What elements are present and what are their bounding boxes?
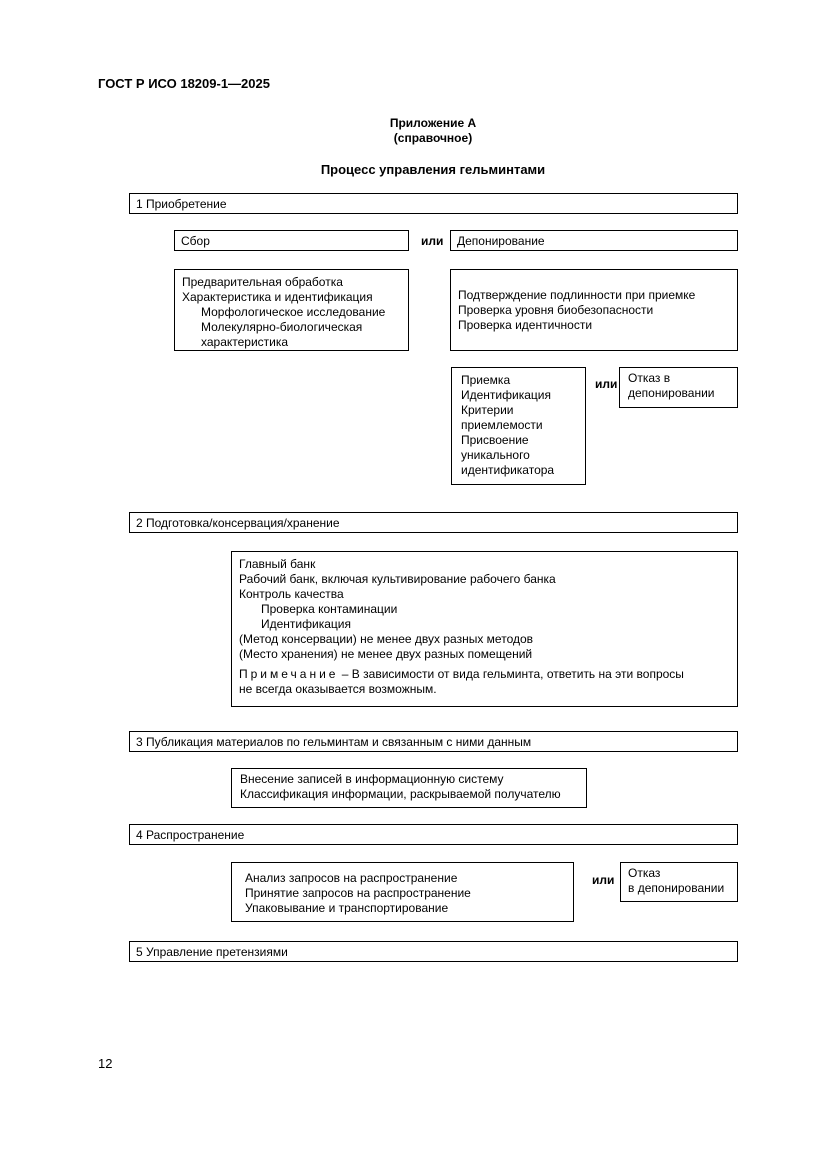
text-line: Рабочий банк, включая культивирование рабочего банка (239, 572, 556, 586)
section-2-header (129, 512, 738, 533)
text-line: Анализ запросов на распространение (245, 871, 458, 885)
section-4-header (129, 824, 738, 845)
preparation-box (231, 551, 738, 707)
deposit-box (450, 230, 738, 251)
text-line: Присвоение (461, 433, 529, 447)
note-text-continued: не всегда оказывается возможным. (239, 682, 437, 696)
acceptance-box (451, 367, 586, 485)
text-line: в депонировании (628, 881, 725, 895)
text-line: (Метод консервации) не менее двух разных методов (239, 632, 534, 646)
note-text: – В зависимости от вида гельминта, ответить на эти вопросы (338, 667, 684, 681)
collection-box (174, 230, 409, 251)
text-line: характеристика (201, 335, 289, 349)
section-4-label: 4 Распространение (136, 828, 245, 842)
deposit-label: Депонирование (457, 234, 545, 248)
document-header: ГОСТ Р ИСО 18209-1—2025 (98, 76, 270, 91)
text-line: Проверка идентичности (458, 318, 593, 332)
section-3-label: 3 Публикация материалов по гельминтам и связанным с ними данным (136, 735, 532, 749)
section-3-header (129, 731, 738, 752)
annex-subtitle: (справочное) (393, 131, 473, 145)
text-line: Характеристика и идентификация (182, 290, 373, 304)
preprocessing-box (174, 269, 409, 351)
text-line: Внесение записей в информационную систему (240, 772, 504, 786)
verification-box (450, 269, 738, 351)
section-1-header (129, 193, 738, 214)
publication-box (231, 768, 587, 808)
text-line: Отказ в (628, 371, 671, 385)
text-line: Идентификация (461, 388, 551, 402)
collection-label: Сбор (181, 234, 210, 248)
text-line: Морфологическое исследование (201, 305, 386, 319)
text-line: Критерии (461, 403, 514, 417)
section-5-header (129, 941, 738, 962)
text-line: Проверка контаминации (261, 602, 398, 616)
text-line: Принятие запросов на распространение (245, 886, 471, 900)
section-5-label: 5 Управление претензиями (136, 945, 288, 959)
or-label: или (595, 377, 618, 391)
note (239, 667, 730, 682)
text-line: Главный банк (239, 557, 316, 571)
text-line: (Место хранения) не менее двух разных помещений (239, 647, 533, 661)
text-line: Идентификация (261, 617, 351, 631)
text-line: идентификатора (461, 463, 555, 477)
text-line: Предварительная обработка (182, 275, 343, 289)
text-line: Подтверждение подлинности при приемке (458, 288, 696, 302)
page-number: 12 (98, 1056, 113, 1071)
section-1-label: 1 Приобретение (136, 197, 227, 211)
note-label: Примечание (239, 667, 339, 681)
text-line: уникального (461, 448, 530, 462)
text-line: Приемка (461, 373, 511, 387)
text-line: Контроль качества (239, 587, 344, 601)
text-line: Упаковывание и транспортирование (245, 901, 449, 915)
text-line: приемлемости (461, 418, 543, 432)
annex-title: Приложение А (389, 116, 477, 130)
text-line: депонировании (628, 386, 715, 400)
text-line: Классификация информации, раскрываемой получателю (240, 787, 561, 801)
refusal-box (620, 862, 738, 902)
distribution-box (231, 862, 574, 922)
refusal-box (619, 367, 738, 408)
or-label: или (421, 234, 444, 248)
page-title: Процесс управления гельминтами (320, 162, 546, 177)
text-line: Молекулярно-биологическая (201, 320, 363, 334)
text-line: Проверка уровня биобезопасности (458, 303, 654, 317)
or-label: или (592, 873, 615, 887)
text-line: Отказ (628, 866, 661, 880)
section-2-label: 2 Подготовка/консервация/хранение (136, 516, 340, 530)
